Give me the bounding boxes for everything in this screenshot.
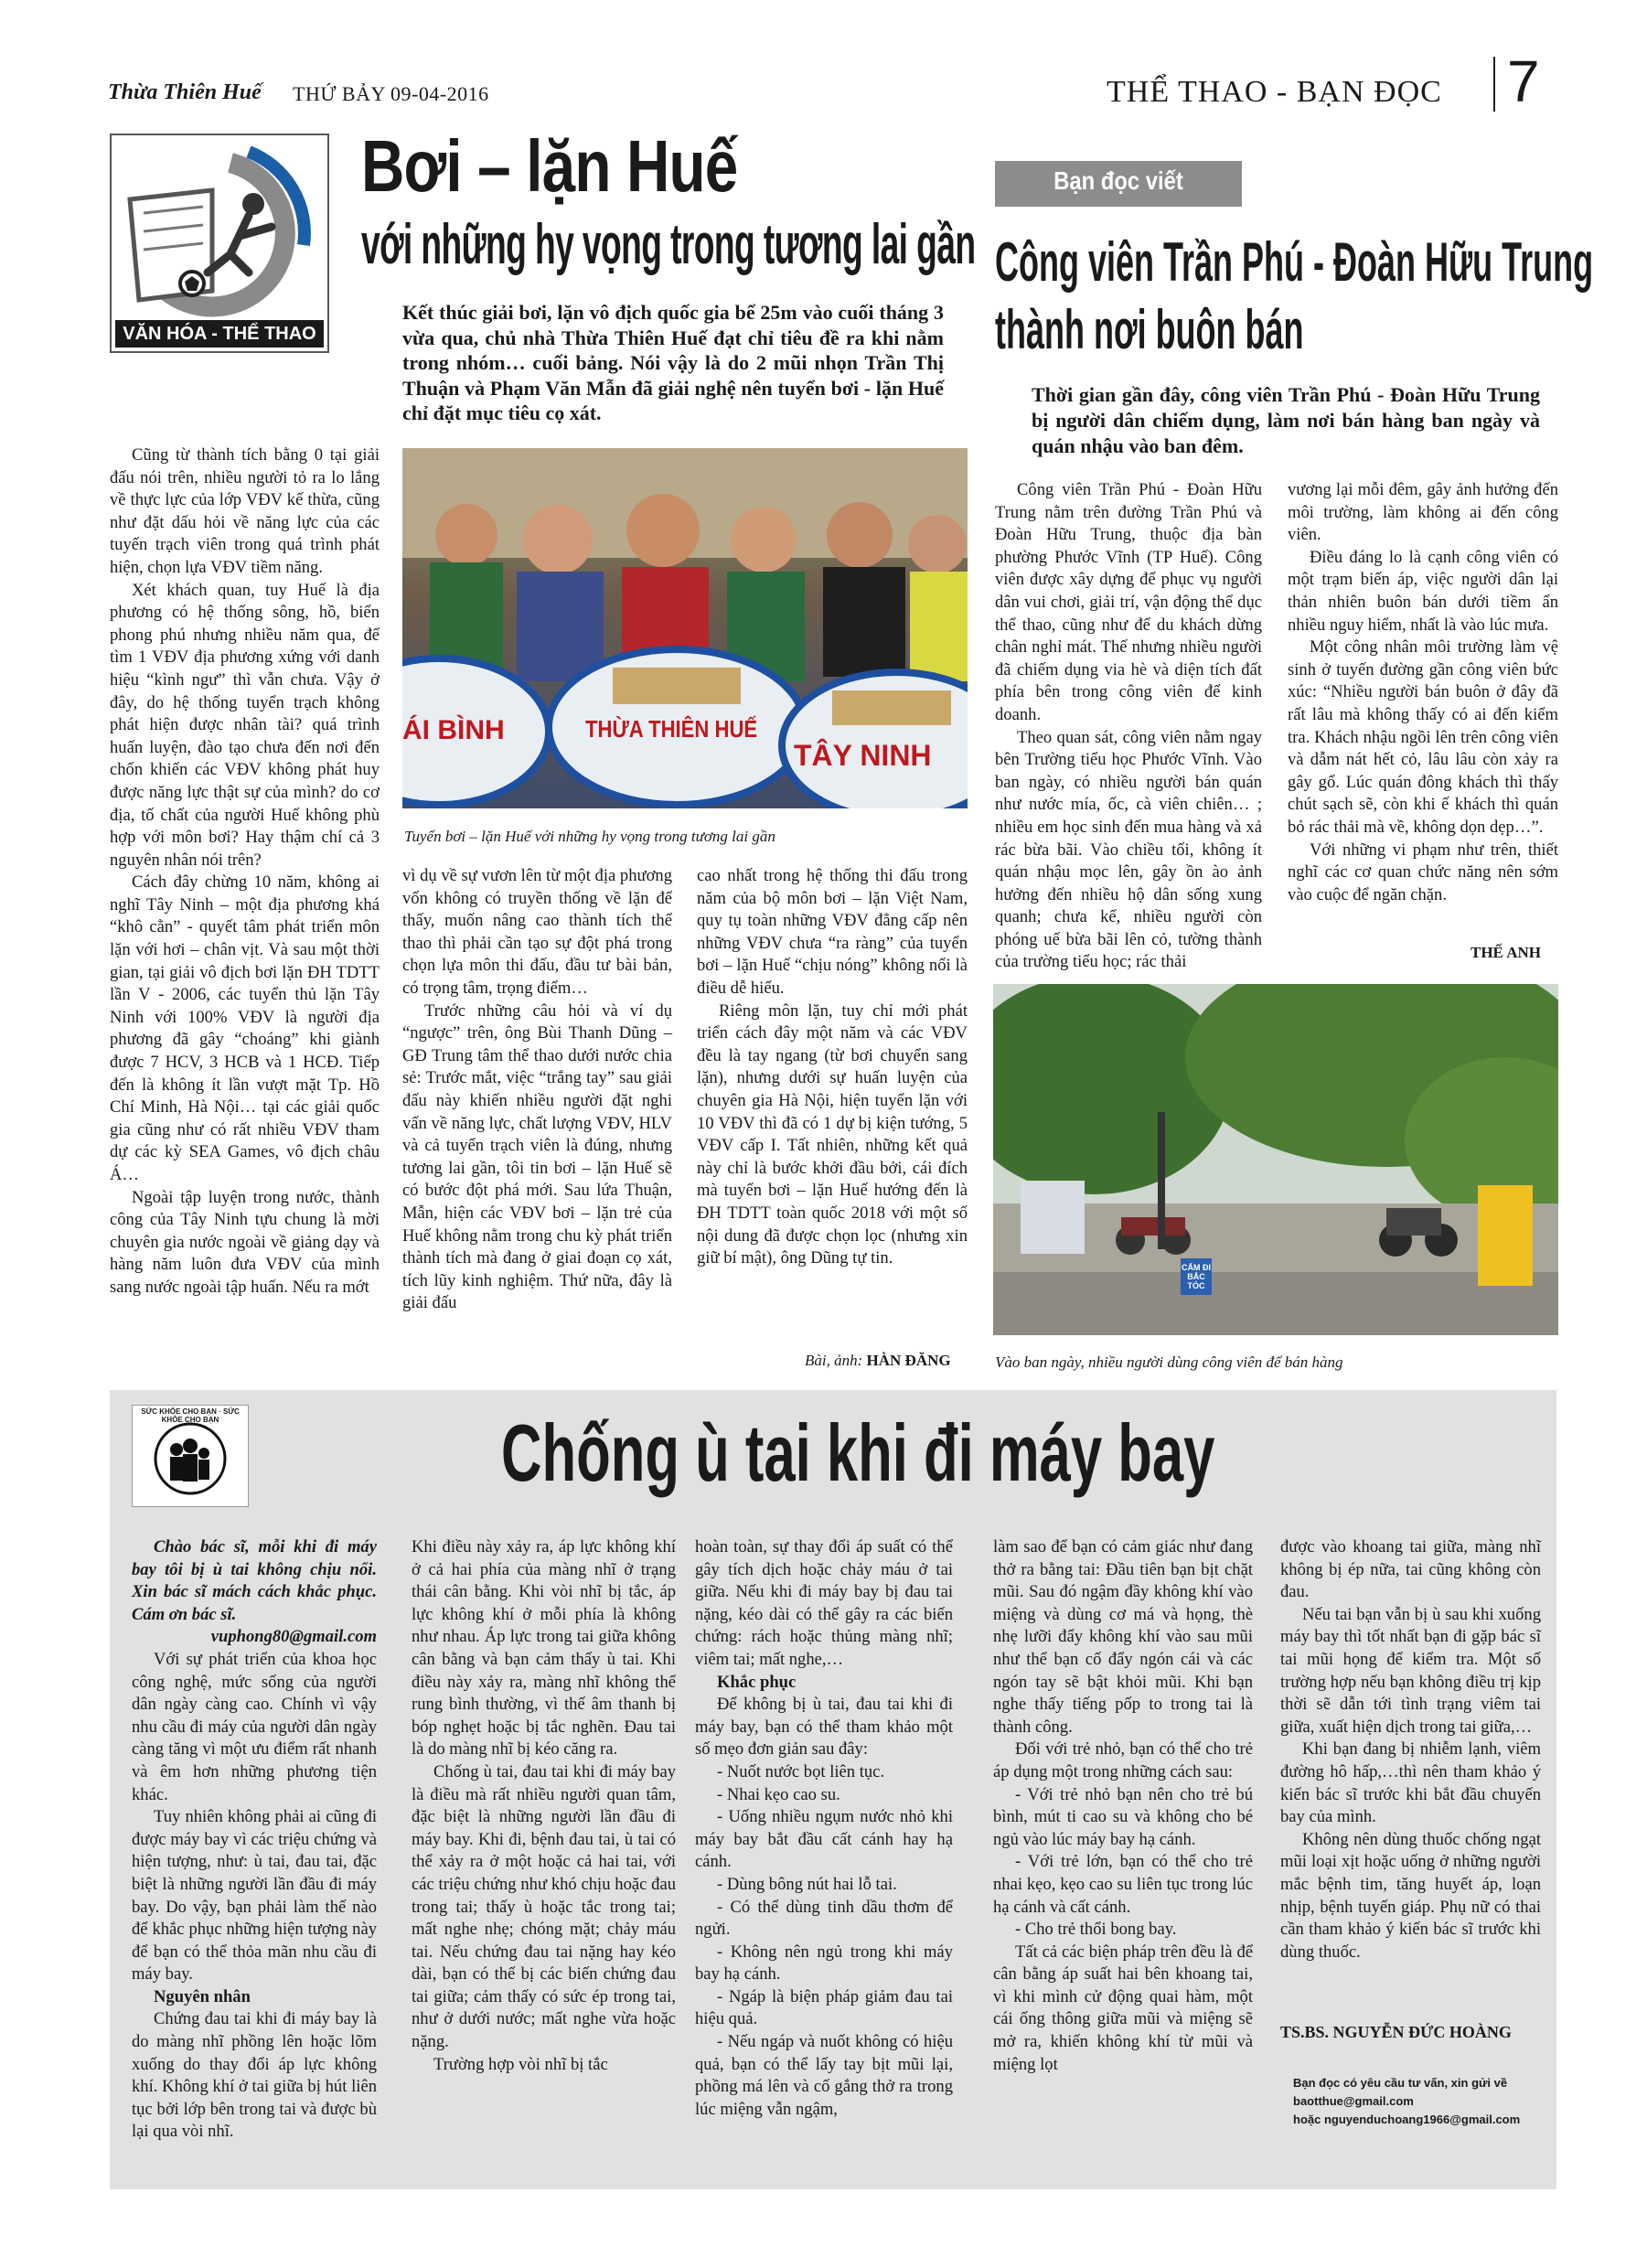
issue-date: THỨ BẢY 09-04-2016 bbox=[293, 82, 489, 105]
paper-name: Thừa Thiên Huế bbox=[108, 80, 262, 104]
reader-email: vuphong80@gmail.com bbox=[210, 1627, 377, 1647]
article2-lead: Thời gian gần đây, công viên Trần Phú - Đoàn Hữu Trung bị người dân chiếm dụng, làm nơi bán hàng ban ngày và quán nhậu vào ban đêm. bbox=[1032, 383, 1540, 457]
paragraph: Tất cả các biện pháp trên đều là để cân bằng áp suất hai bên khoang tai, vì khi mình cử động quai hàm, một cái ống thông giữa mũi và miệng sẽ mở ra, khiến không khí từ mũi và miệng lọt bbox=[993, 1942, 1253, 2074]
paragraph: Theo quan sát, công viên nằm ngay bên Trường tiểu học Phước Vĩnh. Vào ban ngày, có nhiều người bán quán như nước mía, ốc, cà viên chiên… ; nhiều em học sinh đến mua hàng và xả rác bừa bãi. Vào chiều tối, không ít quán nhậu mọc lên, gây ồn ào ảnh hưởng đến nhiều hộ dân sống xung quanh; chưa kể, nhiều người còn phóng uế bừa bãi lên cỏ, tường thành của trường tiểu học; rác thải bbox=[995, 727, 1262, 972]
article2-column-2 bbox=[1288, 479, 1558, 906]
paragraph: Cũng từ thành tích bằng 0 tại giải đấu nói trên, nhiều người tỏ ra lo lắng về thực lực của lớp VĐV kế thừa, cũng như đặt dấu hỏi về năng lực của các tuyến trạch viên trong quá trình phát hiện, chọn lựa VĐV tiềm năng. bbox=[110, 445, 380, 577]
paragraph: - Nếu ngáp và nuốt không có hiệu quả, bạn có thể lấy tay bịt mũi lại, phồng má lên và cố gắng thở ra trong lúc miệng vẫn ngậm, bbox=[695, 2032, 953, 2119]
section-title: THỂ THAO - BẠN ĐỌC bbox=[1107, 75, 1442, 109]
paragraph: làm sao để bạn có cảm giác như đang thở ra bằng tai: Đầu tiên bạn bịt chặt mũi. Sau đó ngậm đầy không khí vào miệng và dùng cơ má và họng, thè nhẹ lưỡi đẩy không khí vào sau mũi như thể bạn cố đẩy ngón cái và các ngón tay sẽ bật khỏi mũi. Khi bạn nghe thấy tiếng pốp to trong tai là thành công. bbox=[993, 1537, 1253, 1737]
paragraph: Trường hợp vòi nhĩ bị tắc bbox=[433, 2054, 608, 2074]
sign-thua-thien-hue: THỪA THIÊN HUẾ bbox=[585, 715, 758, 743]
paragraph: được vào khoang tai giữa, màng nhĩ không bị ép nữa, tai cũng không còn đau. bbox=[1280, 1537, 1541, 1602]
paragraph: Khi điều này xảy ra, áp lực không khí ở cả hai phía của màng nhĩ ở trạng thái cân bằng. Khi vòi nhĩ bị tắc, áp lực không khí ở mỗi phía là không như nhau. Áp lực trong tai giữa không cân bằng và bạn cảm thấy ù tai. Khi điều này xảy ra, màng nhĩ không thể rung bình thường, vì thế âm thanh bị bóp nghẹt hoặc bị tắc nghẽn. Đau tai là do màng nhĩ bị kéo căng ra. bbox=[412, 1537, 676, 1760]
article1-caption: Tuyển bơi – lặn Huế với những hy vọng trong tương lai gần bbox=[404, 828, 775, 845]
contact-email-alt: hoặc nguyenduchoang1966@gmail.com bbox=[1293, 2113, 1521, 2126]
article3-column-2 bbox=[412, 1536, 676, 2076]
paragraph: Tuy nhiên không phải ai cũng đi được máy bay vì các triệu chứng và hiện tượng, như: ù tai, đau tai, đặc biệt là những người lần đầu đi máy bay. Do vậy, bạn phải làm thế nào để khắc phục những hiện tượng này để bạn có thể thỏa mãn nhu cầu đi máy bay. bbox=[132, 1807, 377, 1984]
article3-column-3 bbox=[695, 1536, 953, 2121]
paragraph: Với những vi phạm như trên, thiết nghĩ các cơ quan chức năng nên sớm vào cuộc để ngăn chặn. bbox=[1288, 840, 1558, 904]
health-logo-text: SỨC KHỎE CHO BẠN · SỨC KHỎE CHO BẠN bbox=[141, 1407, 240, 1424]
article2-caption: Vào ban ngày, nhiều người dùng công viên để bán hàng bbox=[995, 1353, 1343, 1371]
article1-lead: Kết thúc giải bơi, lặn vô địch quốc gia bể 25m vào cuối tháng 3 vừa qua, chủ nhà Thừa Thiên Huế đạt chỉ tiêu đề ra khi nằm trong nhóm… cuối bảng. Nói vậy là do 2 mũi nhọn Trần Thị Thuận và Phạm Văn Mẫn đã giải nghệ nên tuyển bơi - lặn Huế chỉ đặt mục tiêu cọ xát. bbox=[402, 301, 944, 424]
article1-title-line2: với những hy vọng trong tương lai gần bbox=[361, 213, 976, 276]
contact-info: Bạn đọc có yêu cầu tư vấn, xin gửi về baotthue@gmail.com hoặc nguyenduchoang1966@gmail.com bbox=[1293, 2074, 1520, 2129]
paragraph: Đối với trẻ nhỏ, bạn có thể cho trẻ áp dụng một trong những cách sau: bbox=[993, 1739, 1253, 1781]
reader-letters-tag: Bạn đọc viết bbox=[995, 161, 1242, 207]
health-logo bbox=[132, 1405, 249, 1507]
paragraph: - Nuốt nước bọt liên tục. bbox=[717, 1761, 885, 1781]
subhead-remedy: Khắc phục bbox=[717, 1672, 797, 1692]
paragraph: Riêng môn lặn, tuy chỉ mới phát triển cách đây một năm và các VĐV đều là tay ngang (từ bơi chuyển sang lặn), nhưng dưới sự huấn luyện của chuyên gia Hà Nội, hiện tuyển lặn với 10 VĐV thì đã có 1 dự bị kiện tướng, 5 VĐV cấp I. Tất nhiên, những kết quả này chỉ là bước khởi đầu bởi, cái đích mà tuyển bơi – lặn Huế hướng đến là ĐH TDTT toàn quốc 2018 với một số nội dung đã được chọn lọc (nhưng xin giữ bí mật), ông Dũng tự tin. bbox=[697, 1000, 968, 1268]
paragraph: Chứng đau tai khi đi máy bay là do màng nhĩ phồng lên hoặc lõm xuống do thay đổi áp lực không khí. Không khí ở tai giữa bị hút liên tục bởi lớp bên trong tai và được bù lại qua vòi nhĩ. bbox=[132, 2009, 377, 2142]
paragraph: Không nên dùng thuốc chống ngạt mũi loại xịt hoặc uống ở những người mắc bệnh tim, tăng huyết áp, loạn nhịp, bệnh tuyến giáp. Phụ nữ có thai cần tham khảo ý kiến bác sĩ trước khi dùng thuốc. bbox=[1280, 1829, 1541, 1962]
article3-column-1 bbox=[132, 1536, 377, 2144]
article3-column-4 bbox=[993, 1536, 1253, 2076]
paragraph: - Với trẻ lớn, bạn có thể cho trẻ nhai kẹo, kẹo cao su liên tục trong lúc hạ cánh và cất cánh. bbox=[993, 1852, 1253, 1917]
paragraph: Cách đây chừng 10 năm, không ai nghĩ Tây Ninh – một địa phương khá “khô cằn” - quyết tâm phát triển môn lặn với hơi – chân vịt. Và sau một thời gian, tại giải vô địch bơi lặn ĐH TDTT lần V - 2006, các tuyển thủ lặn Tây Ninh với 100% VĐV là người địa phương đã gây “choáng” khi giành được 7 HCV, 3 HCB và 1 HCĐ. Tiếp đến là không ít lần vượt mặt Tp. Hồ Chí Minh, Hà Nội… tại các giải quốc gia cũng như có rất nhiều VĐV tham dự các kỳ SEA Games, vô địch châu Á… bbox=[110, 872, 380, 1184]
paragraph: cao nhất trong hệ thống thi đấu trong năm của bộ môn bơi – lặn Việt Nam, quy tụ toàn những VĐV đẳng cấp nên những VĐV chưa “ra ràng” của tuyển bơi – lặn Huế “chịu nóng” không nổi là điều dễ hiểu. bbox=[697, 866, 968, 998]
park-photo bbox=[993, 984, 1558, 1335]
reader-question: Chào bác sĩ, mỗi khi đi máy bay tôi bị ù tai không chịu nổi. Xin bác sĩ mách cách khắc phục. Cám ơn bác sĩ. bbox=[132, 1537, 377, 1624]
sign-ai-binh: ÁI BÌNH bbox=[402, 715, 505, 745]
page-number: 7 bbox=[1507, 48, 1540, 114]
section-logo bbox=[110, 134, 329, 353]
paragraph: Để không bị ù tai, đau tai khi đi máy bay, bạn có thể tham khảo một số mẹo đơn giản sau đây: bbox=[695, 1695, 953, 1760]
header-divider bbox=[1493, 57, 1495, 112]
paragraph: Trước những câu hỏi và ví dụ “ngược” trên, ông Bùi Thanh Dũng – GĐ Trung tâm thể thao dưới nước chia sẻ: Trước mắt, việc “trắng tay” sau giải đấu này khiến nhiều người đặt nghi vấn về năng lực, chất lượng VĐV, HLV và cả tuyển trạch viên là đúng, nhưng tương lai gần, tôi tin bơi – lặn Huế sẽ có bước đột phá mới. Sau lứa Thuận, Mẫn, hiện các VĐV bơi – lặn trẻ của Huế không nằm trong chu kỳ phát triển thành tích mà đang ở giai đoạn cọ xát, tích lũy kinh nghiệm. Thứ nữa, đây là giải đấu bbox=[402, 1000, 672, 1313]
paragraph: - Không nên ngủ trong khi máy bay hạ cánh. bbox=[695, 1942, 953, 1984]
paragraph: - Ngáp là biện pháp giảm đau tai hiệu quả. bbox=[695, 1986, 953, 2029]
subhead-cause: Nguyên nhân bbox=[154, 1986, 251, 2006]
article1-column-3 bbox=[697, 865, 968, 1270]
paragraph: - Nhai kẹo cao su. bbox=[717, 1784, 840, 1804]
paragraph: - Dùng bông nút hai lỗ tai. bbox=[717, 1874, 897, 1894]
sign-tay-ninh: TÂY NINH bbox=[794, 739, 932, 772]
paragraph: Với sự phát triển của khoa học công nghệ, mức sống của người dân ngày càng cao. Chính vì vậy nhu cầu đi máy của người dân ngày càng tăng vì một ưu điểm rất nhanh và êm hơn những phương tiện khác. bbox=[132, 1649, 377, 1804]
logo-label: VĂN HÓA - THỂ THAO bbox=[115, 320, 324, 348]
paragraph: Khi bạn đang bị nhiễm lạnh, viêm đường hô hấp,…thì nên tham khảo ý kiến bác sĩ trước khi bắt đầu chuyến bay của mình. bbox=[1280, 1739, 1541, 1827]
article2-column-1 bbox=[995, 479, 1262, 974]
paragraph: hoàn toàn, sự thay đổi áp suất có thể gây tích dịch hoặc chảy máu ở tai giữa. Nếu khi đi máy bay bị đau tai nặng, kéo dài có thể gây ra các biến chứng: rách hoặc thủng màng nhĩ; viêm tai; mất nghe,… bbox=[695, 1537, 953, 1669]
article2-byline: THẾ ANH bbox=[1471, 944, 1541, 961]
paragraph: Ngoài tập luyện trong nước, thành công của Tây Ninh tựu chung là mời chuyên gia nước ngoài về giảng dạy và hàng năm luôn đưa VĐV của mình sang nước ngoài tập huấn. Nếu ra mớt bbox=[110, 1187, 380, 1297]
paragraph: - Có thể dùng tinh dầu thơm để ngửi. bbox=[695, 1897, 953, 1940]
paragraph: Nếu tai bạn vẫn bị ù sau khi xuống máy bay thì tốt nhất bạn đi gặp bác sĩ tai mũi họng để kiểm tra. Một số trường hợp nếu bạn không điều trị kịp thời sẽ dẫn tới tình trạng viêm tai giữa, xuất hiện dịch trong tai giữa,… bbox=[1280, 1604, 1541, 1737]
paragraph: Điều đáng lo là cạnh công viên có một trạm biến áp, việc người dân lại thản nhiên buôn bán dưới tiềm ẩn nhiều nguy hiểm, nhất là vào lúc mưa. bbox=[1288, 547, 1558, 635]
paragraph: Chống ù tai, đau tai khi đi máy bay là điều mà rất nhiều người quan tâm, đặc biệt là những người lần đầu đi máy bay. Khi đi, bệnh đau tai, ù tai có thể xảy ra ở một hoặc cả hai tai, với các triệu chứng như khó chịu hoặc đau trong tai; thấy ù hoặc tắc trong tai; mất nghe nhẹ; chóng mặt; chảy máu tai. Nếu chứng đau tai nặng hay kéo dài, bạn có thể bị các biến chứng đau tai giữa; cảm thấy có sức ép trong tai, như ở dưới nước; mất nghe vừa hoặc nặng. bbox=[412, 1761, 676, 2052]
park-sign: CẤM ĐI BẮC TÓC bbox=[1182, 1263, 1211, 1290]
swimmers-photo bbox=[402, 448, 968, 808]
article1-title-line1: Bơi – lặn Huế bbox=[361, 125, 738, 207]
book-ball-icon bbox=[112, 135, 327, 318]
paragraph: - Cho trẻ thổi bong bay. bbox=[1015, 1920, 1177, 1940]
paragraph: Một công nhân môi trường làm vệ sinh ở tuyến đường gần công viên bức xúc: “Nhiều người bán buôn ở đây đã rất lâu mà không thấy có ai đến kiểm tra. Khách nhậu ngồi lên trên công viên và dẫm nát hết cỏ, lâu lâu còn xảy ra gây gổ. Lúc quán đông khách thì thấy chút sạch sẽ, còn khi ế khách thì quán bỏ rác thải mà về, không dọn dẹp…”. bbox=[1288, 637, 1558, 837]
article3-title: Chống ù tai khi đi máy bay bbox=[501, 1407, 1215, 1498]
article3-column-5 bbox=[1280, 1536, 1541, 1963]
paragraph: Xét khách quan, tuy Huế là địa phương có hệ thống sông, hồ, biển phong phú nhưng nhiều năm qua, để tìm 1 VĐV địa phương xứng với danh hiệu “kình ngư” thì vẫn chưa. Vậy ở đây, do hệ thống tuyển trạch không phát hiện được nhân tài? quá trình huấn luyện, đào tạo chưa đến nơi đến chốn khiến các VĐV không phát huy được năng lực thật sự của mình? do cơ địa, tố chất của người Huế không phù hợp với môn bơi? Hay thậm chí cả 3 nguyên nhân nói trên? bbox=[110, 580, 380, 870]
contact-email: baotthue@gmail.com bbox=[1293, 2094, 1414, 2108]
paragraph: - Uống nhiều ngụm nước nhỏ khi máy bay bắt đầu cất cánh hay hạ cánh. bbox=[695, 1807, 953, 1872]
article1-column-1 bbox=[110, 444, 380, 1300]
article2-title-line1: Công viên Trần Phú - Đoàn Hữu Trung bbox=[995, 231, 1594, 293]
article2-title-line2: thành nơi buôn bán bbox=[995, 299, 1304, 360]
article1-column-2 bbox=[402, 865, 672, 1315]
paragraph: vì dụ về sự vươn lên từ một địa phương vốn không có truyền thống về lặn để thấy, muốn nâng cao thành tích thể thao thì phải cần tạo sự đột phá trong chọn lựa môn thi đấu, đầu tư bài bản, có trọng tâm, trọng điểm… bbox=[402, 866, 672, 998]
article1-byline: Bài, ảnh: HÀN ĐĂNG bbox=[805, 1352, 951, 1369]
paragraph: - Với trẻ nhỏ bạn nên cho trẻ bú bình, mút ti cao su và không cho bé ngủ vào lúc máy bay hạ cánh. bbox=[993, 1784, 1253, 1849]
paragraph: Công viên Trần Phú - Đoàn Hữu Trung nằm trên đường Trần Phú và Đoàn Hữu Trung, thuộc địa bàn phường Phước Vĩnh (TP Huế). Công viên được xây dựng để phục vụ người dân vui chơi, giải trí, vận động thể dục thể thao, cũng như để du khách dừng chân nghỉ mát. Thế nhưng nhiều người đã chiếm dụng via hè và diện tích đất phía bên trong công viên để kinh doanh. bbox=[995, 480, 1262, 724]
article3-byline: TS.BS. NGUYỄN ĐỨC HOÀNG bbox=[1280, 2023, 1512, 2041]
paragraph: vương lại mỗi đêm, gây ảnh hưởng đến môi trường, làm không ai đến công viên. bbox=[1288, 480, 1558, 545]
